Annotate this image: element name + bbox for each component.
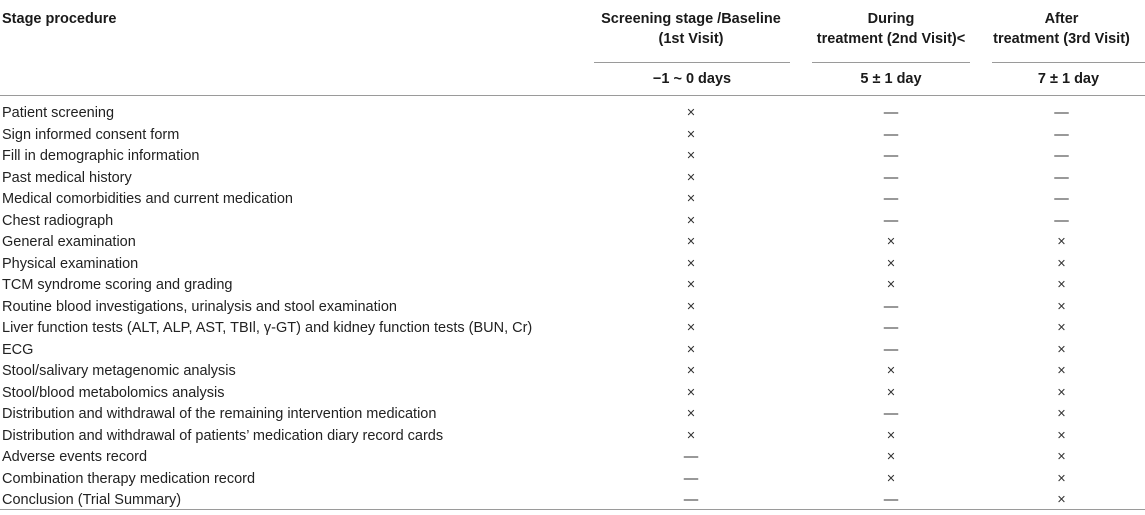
during-mark-cell: — [883, 169, 899, 186]
during-mark-cell: — [883, 212, 899, 229]
after-mark-cell: × [1057, 470, 1066, 487]
table-row [0, 211, 1145, 233]
after-mark-cell: — [1054, 169, 1069, 186]
screening-mark-cell: × [686, 298, 696, 315]
after-mark-cell: × [1057, 406, 1066, 422]
table-row [0, 275, 1145, 297]
table-body [0, 96, 1145, 512]
table-row [0, 361, 1145, 383]
header-row [0, 0, 1145, 61]
during-mark-cell: × [886, 470, 896, 487]
table-bottom-rule [0, 509, 1145, 510]
table-row [0, 469, 1145, 491]
after-mark-cell: — [1054, 212, 1069, 229]
procedure-cell: Physical examination [2, 255, 139, 272]
screening-mark-cell: × [686, 191, 696, 207]
table-row [0, 103, 1145, 125]
timing-screening [578, 61, 804, 96]
timing-row [0, 61, 1145, 96]
procedure-cell: Distribution and withdrawal of patients’ medication diary record cards [2, 427, 444, 444]
procedure-cell: Liver function tests (ALT, ALP, AST, TBIl, γ-GT) and kidney function tests (BUN, Cr) [2, 320, 533, 336]
table-row [0, 297, 1145, 319]
header-screening-title-line2: (1st Visit) [658, 31, 724, 47]
header-during-treatment [804, 0, 978, 61]
timing-empty-cell [0, 61, 578, 96]
procedure-cell: TCM syndrome scoring and grading [2, 277, 233, 293]
after-mark-cell: × [1057, 320, 1066, 336]
during-mark-cell: × [886, 384, 896, 401]
after-mark-cell: × [1057, 234, 1066, 250]
procedure-cell: Chest radiograph [2, 212, 114, 229]
procedure-cell: Fill in demographic information [2, 148, 200, 164]
during-mark-cell: — [883, 126, 899, 143]
procedure-cell: Routine blood investigations, urinalysis and stool examination [2, 298, 397, 315]
header-during-title-line1: During [867, 11, 915, 27]
header-screening-title-line1: Screening stage /Baseline [601, 11, 781, 27]
procedure-cell: Sign informed consent form [2, 126, 180, 143]
after-mark-cell: × [1057, 427, 1066, 444]
screening-mark-cell: × [686, 384, 696, 401]
during-mark-cell: × [886, 449, 896, 465]
during-mark-cell: — [883, 298, 899, 315]
during-mark-cell: × [886, 255, 896, 272]
screening-mark-cell: × [686, 320, 696, 336]
procedure-cell: Stool/salivary metagenomic analysis [2, 363, 236, 379]
during-mark-cell: × [886, 427, 896, 444]
after-mark-cell: — [1054, 191, 1069, 207]
after-mark-cell: × [1057, 492, 1066, 508]
screening-mark-cell: × [686, 234, 696, 250]
during-mark-cell: — [883, 492, 899, 508]
procedure-cell: Distribution and withdrawal of the remaining intervention medication [2, 406, 437, 422]
procedure-cell: Combination therapy medication record [2, 470, 256, 487]
timing-during-label: 5 ± 1 day [812, 62, 970, 95]
during-mark-cell: — [883, 148, 899, 164]
screening-mark-cell: × [686, 126, 696, 143]
screening-mark-cell: × [686, 148, 696, 164]
during-mark-cell: × [886, 277, 896, 293]
procedure-cell: Stool/blood metabolomics analysis [2, 384, 225, 401]
during-mark-cell: — [883, 341, 899, 358]
screening-mark-cell: × [686, 277, 696, 293]
body-spacer [0, 96, 1145, 104]
screening-mark-cell: × [686, 212, 696, 229]
screening-mark-cell: × [686, 427, 696, 444]
header-stage-procedure: Stage procedure [2, 11, 117, 27]
table-row [0, 340, 1145, 362]
screening-mark-cell: × [686, 363, 696, 379]
screening-mark-cell: × [686, 105, 696, 121]
after-mark-cell: × [1057, 341, 1066, 358]
screening-mark-cell: × [686, 341, 696, 358]
after-mark-cell: × [1057, 277, 1066, 293]
after-mark-cell: × [1057, 449, 1066, 465]
table-row [0, 426, 1145, 448]
procedure-cell: Adverse events record [2, 449, 148, 465]
screening-mark-cell: — [683, 470, 699, 487]
table-row [0, 189, 1145, 211]
table-row [0, 168, 1145, 190]
table-row [0, 146, 1145, 168]
table-header [0, 0, 1145, 96]
after-mark-cell: — [1054, 126, 1069, 143]
during-mark-cell: — [883, 320, 899, 336]
table-row [0, 404, 1145, 426]
during-mark-cell: — [883, 191, 899, 207]
procedure-cell: Past medical history [2, 169, 132, 186]
table-row [0, 383, 1145, 405]
header-after-treatment [978, 0, 1145, 61]
during-mark-cell: × [886, 234, 896, 250]
timing-screening-label: −1 ~ 0 days [594, 62, 790, 95]
table-row [0, 318, 1145, 340]
procedure-cell: ECG [2, 341, 34, 358]
header-after-title-line2: treatment (3rd Visit) [993, 31, 1130, 47]
table-row [0, 447, 1145, 469]
after-mark-cell: × [1057, 384, 1066, 401]
table-row [0, 254, 1145, 276]
procedure-cell: Patient screening [2, 105, 115, 121]
timing-after [978, 61, 1145, 96]
body-spacer-cell [0, 96, 1145, 104]
during-mark-cell: × [886, 363, 896, 379]
procedure-cell: Conclusion (Trial Summary) [2, 492, 182, 508]
header-during-title-line2: treatment (2nd Visit)< [816, 31, 966, 47]
timing-during [804, 61, 978, 96]
procedure-cell: Medical comorbidities and current medication [2, 191, 293, 207]
during-mark-cell: — [883, 105, 899, 121]
screening-mark-cell: × [686, 255, 696, 272]
after-mark-cell: × [1057, 255, 1066, 272]
screening-mark-cell: × [686, 169, 696, 186]
header-screening-stage [578, 0, 804, 61]
header-after-title-line1: After [1044, 11, 1079, 27]
table-row [0, 125, 1145, 147]
during-mark-cell: — [883, 406, 899, 422]
after-mark-cell: × [1057, 363, 1066, 379]
table-row [0, 232, 1145, 254]
timing-after-label: 7 ± 1 day [992, 62, 1145, 95]
procedure-cell: General examination [2, 234, 136, 250]
after-mark-cell: × [1057, 298, 1066, 315]
screening-mark-cell: — [683, 449, 699, 465]
after-mark-cell: — [1054, 105, 1069, 121]
screening-mark-cell: × [686, 406, 696, 422]
screening-mark-cell: — [683, 492, 699, 508]
after-mark-cell: — [1054, 148, 1069, 164]
